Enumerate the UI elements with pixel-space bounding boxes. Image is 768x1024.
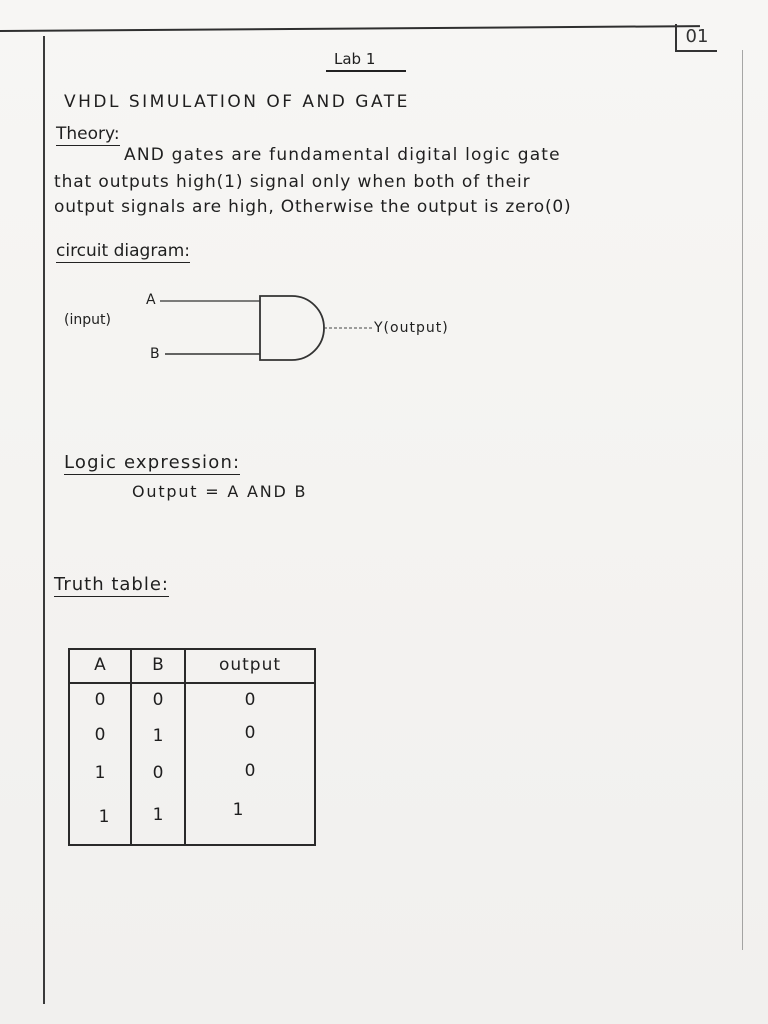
table-cell: 1 <box>152 805 164 825</box>
table-cell: 0 <box>152 690 164 710</box>
table-cell: 0 <box>152 763 164 783</box>
output-label: Y(output) <box>374 320 449 336</box>
page-right-edge <box>742 50 743 950</box>
truth-table-heading: Truth table: <box>54 574 169 595</box>
table-cell: 0 <box>94 690 106 710</box>
truth-table <box>68 648 316 846</box>
page-number: 01 <box>675 24 717 52</box>
table-cell: 1 <box>232 800 244 820</box>
and-gate-diagram <box>60 286 500 376</box>
table-header-output: output <box>218 655 282 675</box>
table-cell: 0 <box>244 723 256 743</box>
input-b-label: B <box>150 346 160 362</box>
input-label: (input) <box>64 312 111 328</box>
lab-underline <box>326 70 406 72</box>
page-top-rule <box>0 25 700 32</box>
logic-expression-heading: Logic expression: <box>64 452 241 473</box>
table-header-a: A <box>94 655 106 675</box>
theory-heading: Theory: <box>56 124 120 144</box>
input-a-label: A <box>146 292 156 308</box>
theory-line-1: AND gates are fundamental digital logic gate <box>124 145 561 165</box>
lab-label: Lab 1 <box>334 50 376 68</box>
table-header-b: B <box>152 655 164 675</box>
table-cell: 1 <box>98 807 110 827</box>
logic-expression: Output = A AND B <box>132 482 308 501</box>
theory-line-2: that outputs high(1) signal only when both of their <box>54 172 531 192</box>
and-gate-symbol <box>260 296 324 360</box>
page-title: VHDL SIMULATION OF AND GATE <box>64 92 410 112</box>
margin-rule <box>43 36 45 1004</box>
table-cell: 1 <box>152 726 164 746</box>
table-cell: 0 <box>244 690 256 710</box>
table-cell: 1 <box>94 763 106 783</box>
theory-line-3: output signals are high, Otherwise the output is zero(0) <box>54 197 572 217</box>
table-cell: 0 <box>94 725 106 745</box>
circuit-diagram-heading: circuit diagram: <box>56 241 191 261</box>
table-header-divider <box>70 682 314 684</box>
table-cell: 0 <box>244 761 256 781</box>
